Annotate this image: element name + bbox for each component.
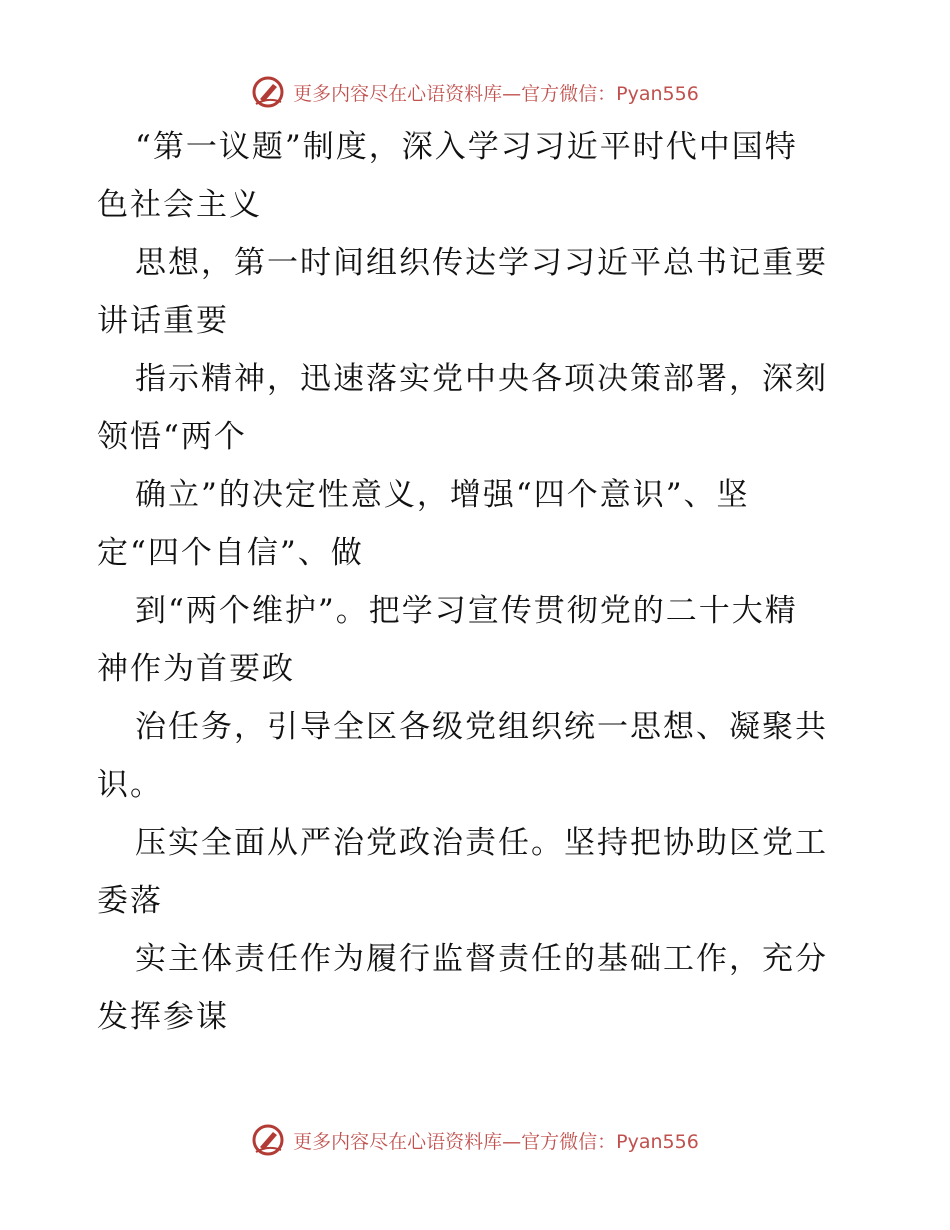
text-line: 实主体责任作为履行监督责任的基础工作，充分 — [135, 941, 828, 977]
pen-logo-icon — [251, 1123, 285, 1157]
text-line: 思想，第一时间组织传达学习习近平总书记重要 — [135, 245, 828, 281]
text-line: 指示精神，迅速落实党中央各项决策部署，深刻 — [135, 361, 828, 397]
header-watermark-banner — [0, 70, 950, 114]
text-line: 定“四个自信”、做 — [97, 535, 364, 571]
pen-logo-icon — [251, 75, 285, 109]
text-line: 领悟“两个 — [97, 419, 247, 455]
text-line: 到“两个维护”。把学习宣传贯彻党的二十大精 — [135, 593, 798, 629]
header-banner-text: 更多内容尽在心语资料库—官方微信：Pyan556 — [293, 82, 699, 105]
text-line: 讲话重要 — [97, 303, 229, 339]
text-line: 治任务，引导全区各级党组织统一思想、凝聚共 — [135, 709, 828, 745]
text-line: “第一议题”制度，深入学习习近平时代中国特 — [135, 129, 798, 165]
text-line: 确立”的决定性意义，增强“四个意识”、坚 — [135, 477, 750, 513]
text-line: 色社会主义 — [97, 187, 262, 223]
text-line: 识。 — [97, 767, 163, 803]
text-line: 委落 — [97, 883, 163, 919]
text-line: 压实全面从严治党政治责任。坚持把协助区党工 — [135, 825, 828, 861]
document-body — [97, 118, 857, 1046]
footer-watermark-banner — [0, 1118, 950, 1162]
text-line: 发挥参谋 — [97, 999, 229, 1035]
footer-banner-text: 更多内容尽在心语资料库—官方微信：Pyan556 — [293, 1130, 699, 1153]
text-line: 神作为首要政 — [97, 651, 295, 687]
